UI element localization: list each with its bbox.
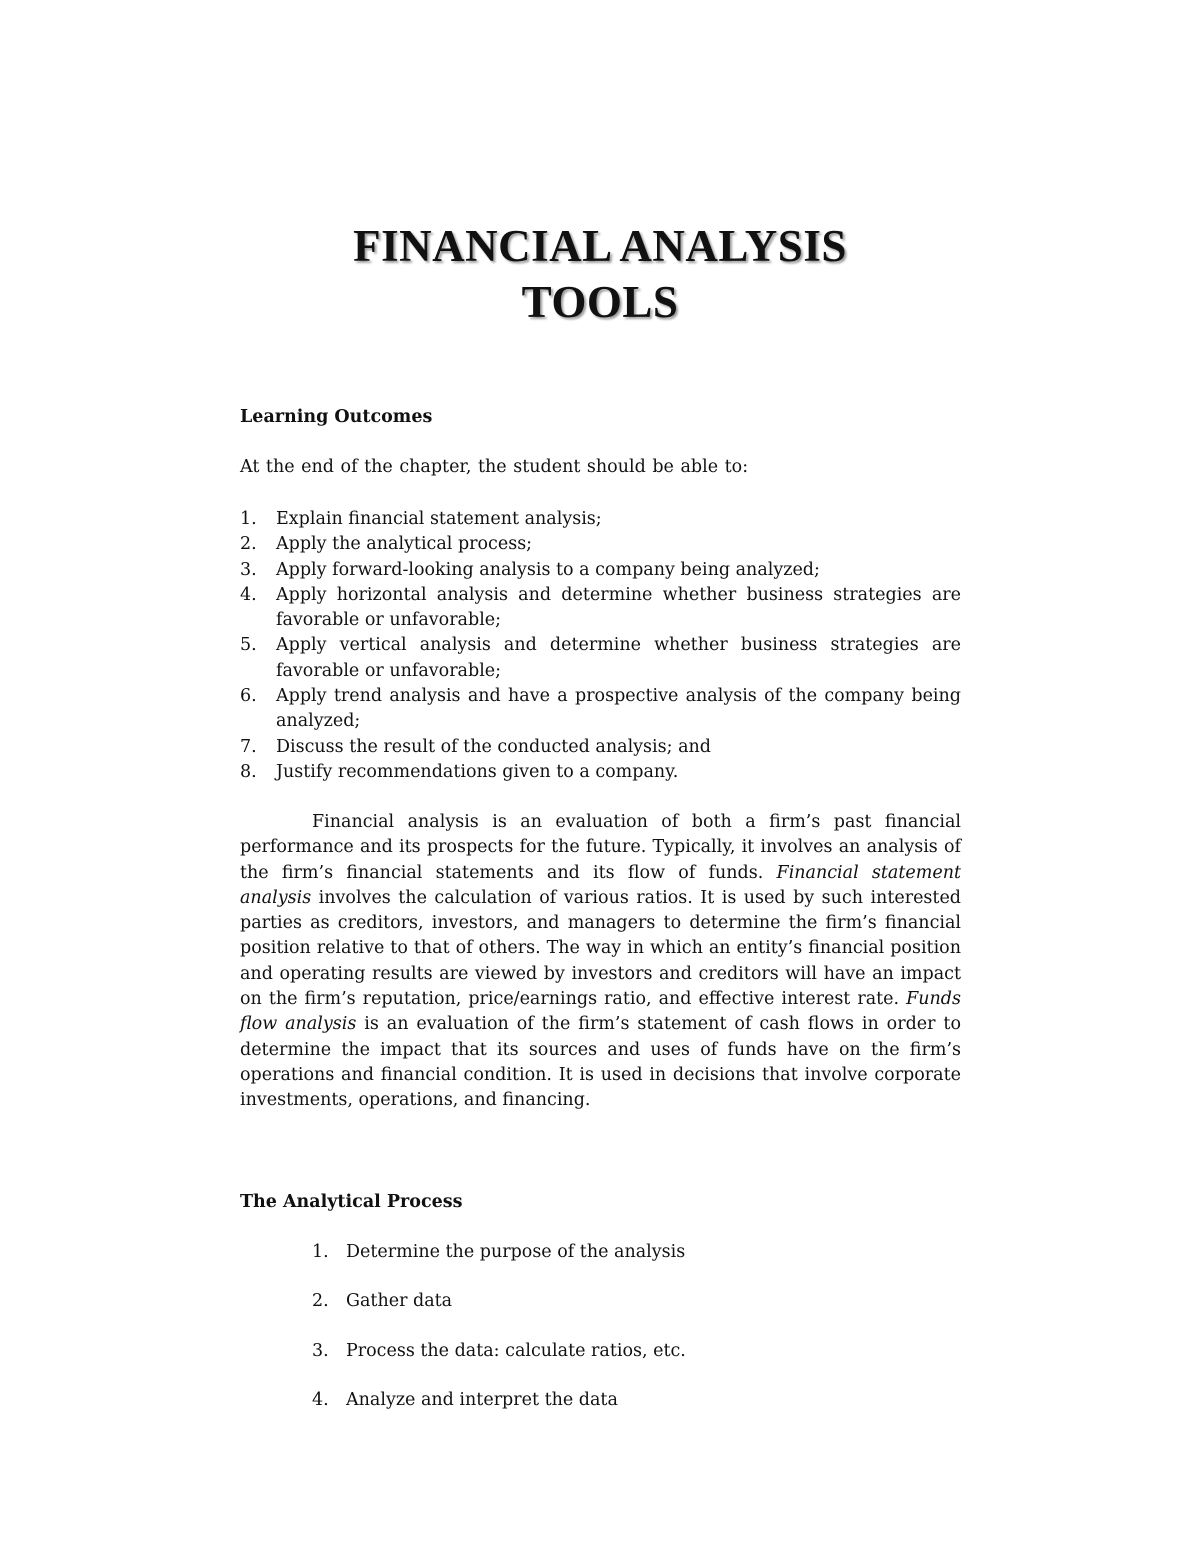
list-item-text: Apply the analytical process; bbox=[276, 534, 533, 555]
learning-outcomes-intro: At the end of the chapter, the student should be able to: bbox=[240, 457, 749, 477]
list-item-number: 7. bbox=[240, 736, 257, 757]
list-item bbox=[240, 532, 961, 557]
list-item-number: 4. bbox=[240, 584, 257, 605]
list-item-text: Apply vertical analysis and determine whether business strategies are favorable or unfavorable; bbox=[276, 635, 961, 681]
step-text: Determine the purpose of the analysis bbox=[346, 1242, 686, 1262]
title-line-2: TOOLS bbox=[521, 277, 679, 327]
step-text: Analyze and interpret the data bbox=[346, 1390, 618, 1411]
list-item-number: 8. bbox=[240, 761, 257, 782]
learning-outcomes-heading: Learning Outcomes bbox=[240, 407, 433, 427]
analytical-process-heading: The Analytical Process bbox=[240, 1192, 463, 1212]
list-item bbox=[240, 633, 961, 684]
paragraph-text-1: Financial analysis is an evaluation of both a firm’s past financial performance and its prospects for the future. Typically, it involves an analysis of the firm’s financial statements and its flow of funds. bbox=[240, 812, 961, 883]
list-item-number: 3. bbox=[240, 559, 257, 580]
list-item bbox=[240, 507, 961, 532]
list-item-text: Apply forward-looking analysis to a company being analyzed; bbox=[276, 559, 820, 580]
list-item-number: 2. bbox=[240, 534, 257, 555]
list-item bbox=[312, 1289, 952, 1314]
step-number: 2. bbox=[312, 1291, 329, 1312]
learning-outcomes-list bbox=[240, 507, 961, 785]
list-item bbox=[312, 1339, 952, 1364]
step-text: Gather data bbox=[346, 1291, 453, 1312]
list-item-number: 6. bbox=[240, 686, 257, 707]
step-text: Process the data: calculate ratios, etc. bbox=[346, 1340, 686, 1361]
list-item-text: Explain financial statement analysis; bbox=[276, 509, 602, 529]
paragraph-text-3: is an evaluation of the firm’s statement of cash flows in order to determine the impact that its sources and uses of funds have on the firm’s operations and financial condition. It is used in decisions that involve corporate investments, operations, and financing. bbox=[240, 1014, 961, 1111]
list-item bbox=[312, 1240, 952, 1265]
term-funds-flow-analysis: Funds flow analysis bbox=[240, 989, 961, 1035]
list-item bbox=[312, 1388, 952, 1413]
term-financial-statement-analysis: Financial statement analysis bbox=[240, 862, 962, 908]
title-line-1: FINANCIAL ANALYSIS bbox=[353, 221, 847, 271]
analytical-process-steps bbox=[312, 1240, 952, 1438]
list-item-text: Discuss the result of the conducted analysis; and bbox=[276, 736, 711, 757]
list-item bbox=[240, 735, 961, 760]
list-item bbox=[240, 684, 961, 735]
intro-paragraph bbox=[240, 810, 961, 1114]
step-number: 4. bbox=[312, 1390, 329, 1411]
document-title bbox=[240, 218, 960, 330]
list-item bbox=[240, 558, 961, 583]
step-number: 1. bbox=[312, 1242, 329, 1262]
list-item-number: 1. bbox=[240, 509, 257, 529]
paragraph-text-2: involves the calculation of various ratios. It is used by such interested parties as creditors, investors, and managers to determine the firm’s financial position relative to that of others. The way in which an entity’s financial position and operating results are viewed by investors and creditors will have an impact on the firm’s reputation, price/earnings ratio, and effective interest rate. bbox=[240, 887, 961, 1010]
list-item-text: Apply trend analysis and have a prospective analysis of the company being analyzed; bbox=[276, 686, 961, 732]
list-item bbox=[240, 760, 961, 785]
list-item-number: 5. bbox=[240, 635, 257, 656]
list-item-text: Justify recommendations given to a company. bbox=[276, 761, 679, 782]
list-item bbox=[240, 583, 961, 634]
list-item-text: Apply horizontal analysis and determine whether business strategies are favorable or unfavorable; bbox=[276, 584, 961, 631]
step-number: 3. bbox=[312, 1340, 329, 1361]
